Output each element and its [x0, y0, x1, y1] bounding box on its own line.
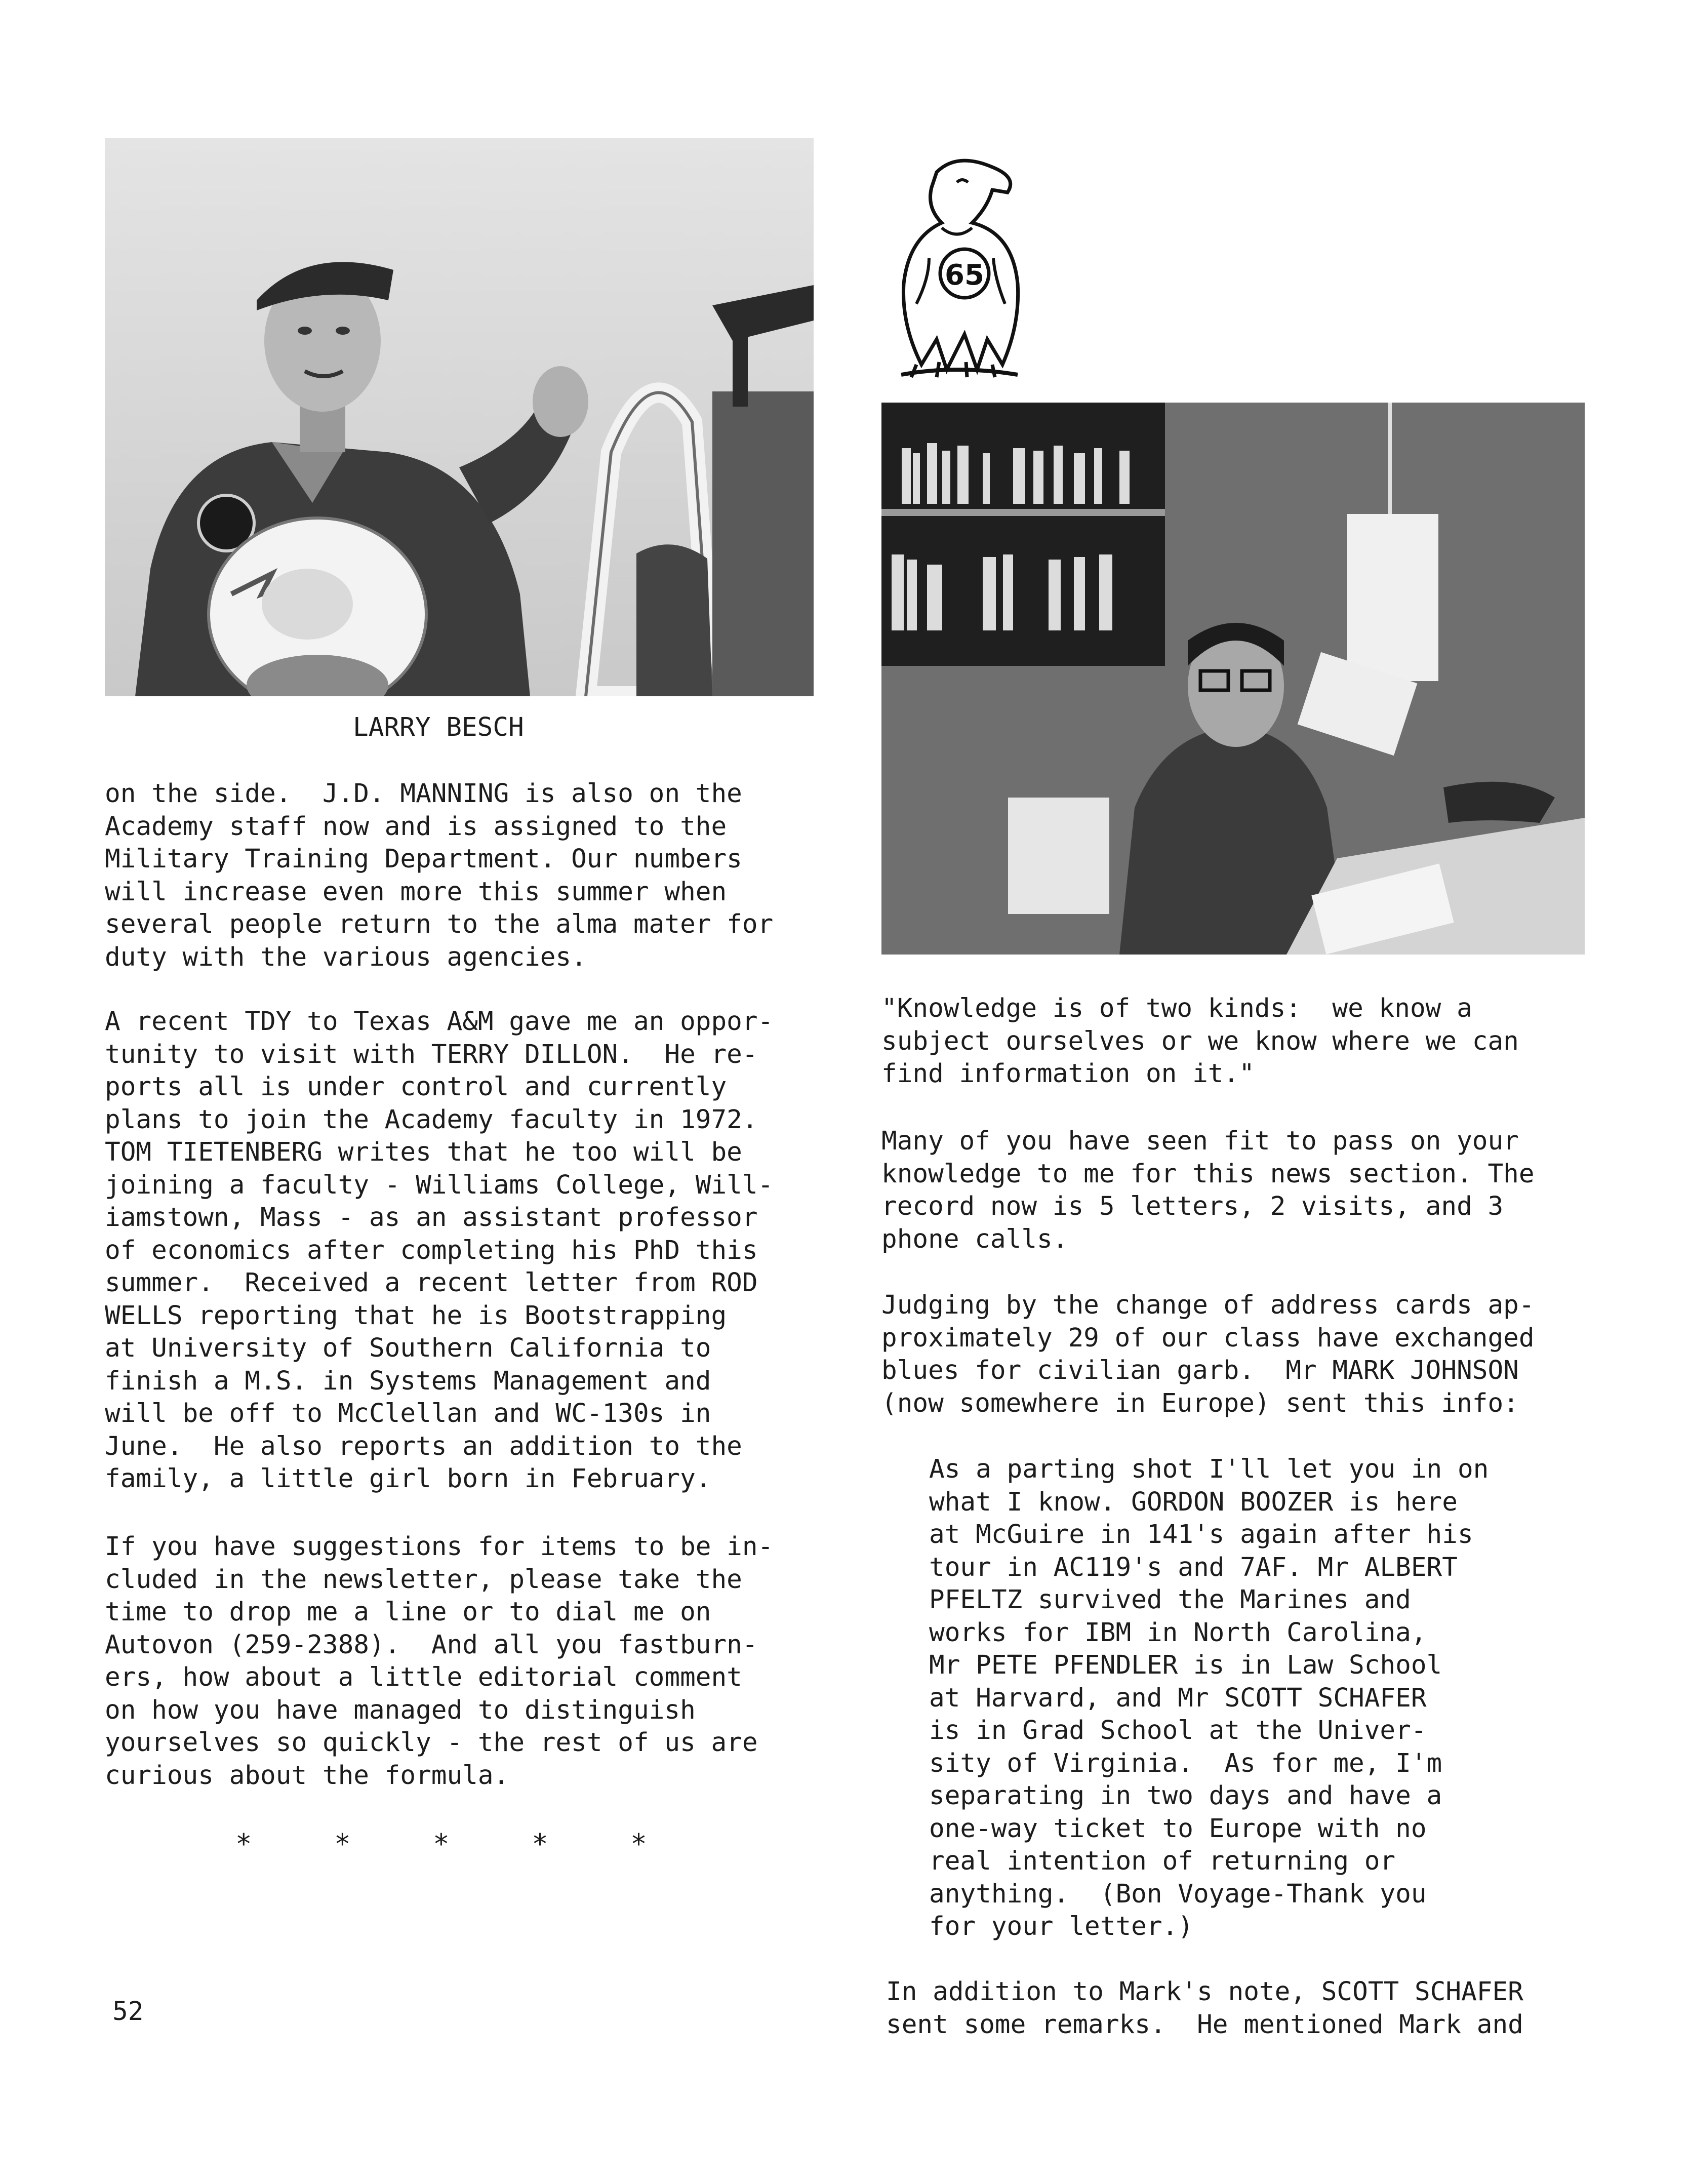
right-paragraph-1: Many of you have seen fit to pass on your knowledge to me for this news section. The record now is 5 letters, 2 visits, and 3 phone calls. — [881, 1126, 1535, 1254]
knowledge-quote: "Knowledge is of two kinds: we know a subject ourselves or we know where we can find information on it." — [881, 994, 1519, 1089]
right-closing-paragraph: In addition to Mark's note, SCOTT SCHAFER sent some remarks. He mentioned Mark and — [886, 1977, 1523, 2040]
page-number: 52 — [112, 1997, 144, 2027]
photo-caption: LARRY BESCH — [353, 712, 524, 742]
eagle-icon — [881, 152, 1028, 385]
photo-officer-at-desk — [881, 403, 1585, 955]
section-separator: * * * * * — [235, 1828, 647, 1860]
left-paragraph-3: If you have suggestions for items to be in- cluded in the newsletter, please take the time to drop me a line or to dial me on Autovon (259-2388). And all you fastburn- ers, how about a little editorial comment on how you have managed to distinguish yourselves so quickly - the rest of us are curious about the formula. — [105, 1532, 774, 1791]
svg-text:65: 65 — [945, 259, 984, 292]
photo-larry-besch — [105, 138, 814, 696]
class-emblem — [881, 152, 1028, 385]
right-paragraph-2: Judging by the change of address cards ap- proximately 29 of our class have exchanged blues for civilian garb. Mr MARK JOHNSON (now somewhere in Europe) sent this info: — [881, 1290, 1535, 1418]
pilot-photo-image — [105, 138, 814, 696]
quoted-letter: As a parting shot I'll let you in on what I know. GORDON BOOZER is here at McGuire in 141's again after his tour in AC119's and 7AF. Mr ALBERT PFELTZ survived the Marines and works for IBM in North Carolina, Mr PETE PFENDLER is in Law School at Harvard, and Mr SCOTT SCHAFER is in Grad School at the Univer- sity of Virginia. As for me, I'm separating in two days and have a one-way ticket to Europe with no real intention of returning or anything. (Bon Voyage-Thank you for your letter.) — [929, 1454, 1489, 1941]
left-paragraph-1: on the side. J.D. MANNING is also on the Academy staff now and is assigned to the Military Training Department. Our numbers will increase even more this summer when several people return to the alma mater for duty with the various agencies. — [105, 779, 774, 972]
left-paragraph-2: A recent TDY to Texas A&M gave me an oppor- tunity to visit with TERRY DILLON. He re- ports all is under control and currently plans to join the Academy faculty in 1972. TOM TIETENBERG writes that he too will be joining a faculty - Williams College, Will- iamstown, Mass - as an assistant professor of economics after completing his PhD this summer. Received a recent letter from ROD WELLS reporting that he is Bootstrapping at University of Southern California to finish a M.S. in Systems Management and will be off to McClellan and WC-130s in June. He also reports an addition to the family, a little girl born in February. — [105, 1007, 774, 1494]
officer-photo-image — [881, 403, 1585, 955]
